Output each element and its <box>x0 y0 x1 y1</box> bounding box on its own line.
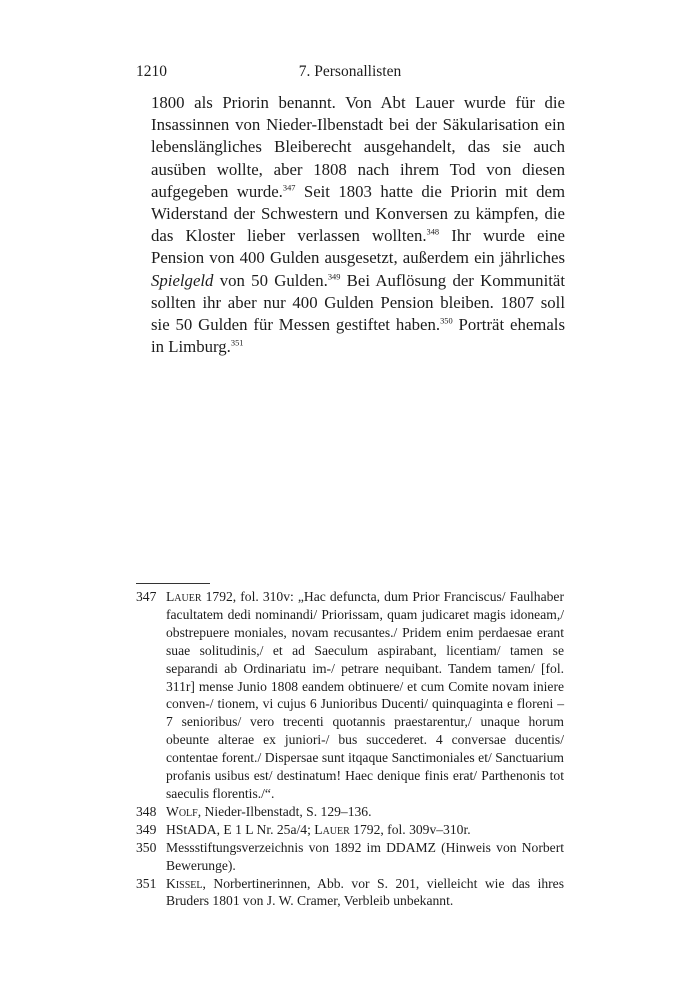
text-segment: Porträt ehemals in Limburg. <box>151 315 565 357</box>
footnote-ref-348[interactable]: 348 <box>426 227 440 237</box>
footnote-text: Messstiftungsverzeichnis von 1892 im DDAMZ (Hinweis von Norbert Bewerunge). <box>166 839 564 873</box>
footnote-number: 349 <box>136 821 157 837</box>
footnote-349 <box>136 821 564 839</box>
footnote-body: 1792, fol. 309v–310r. <box>349 821 471 837</box>
footnote-number: 348 <box>136 803 157 819</box>
footnote-number: 351 <box>136 875 157 891</box>
page-number: 1210 <box>136 63 167 80</box>
main-text <box>151 92 565 358</box>
footnote-number: 347 <box>136 589 157 604</box>
footnote-body: HStADA, E 1 L Nr. 25a/4; <box>166 821 315 837</box>
body-paragraph <box>151 92 565 358</box>
footnote-body: , Norbertinerinnen, Abb. vor S. 201, vielleicht wie das ihres Bruders 1801 von J. W. Cramer, Verbleib unbekannt. <box>166 875 564 909</box>
footnote-text <box>166 803 564 821</box>
italic-term: Spielgeld <box>151 270 214 290</box>
footnote-body: , Nieder-Ilbenstadt, S. 129–136. <box>197 803 372 819</box>
footnote-number: 350 <box>136 839 157 855</box>
footnote-ref-347[interactable]: 347 <box>282 183 296 193</box>
text-segment: von 50 Gulden. <box>213 270 328 290</box>
text-segment: Seit 1803 hatte die Priorin mit dem Widerstand der Schwestern und Konversen zu kämpfen, die das Kloster lieber verlassen wollten. <box>151 181 565 246</box>
footnote-ref-349[interactable]: 349 <box>327 272 341 282</box>
footnote-text <box>166 875 564 911</box>
footnote-ref-350[interactable]: 350 <box>440 316 453 326</box>
text-segment: Bei Auflösung der Kommunität sollten ihr aber nur 400 Gulden Pension bleiben. 1807 soll sie 50 Gulden für Messen gestiftet haben. <box>151 270 565 335</box>
footnote-body: 1792, fol. 310v: „Hac defuncta, dum Prior Franciscus/ Faulhaber facultatem dedi nominandi/ Priorissam, quam judicaret magis idoneam,/ obstrepuere moniales, novam recusantes./ Pridem enim perdaesae erant suae solitudinis,/ et ad Saeculum aspirabant, licentiam/ tamen se separandi ab Ordinariatu im-/ petrare nequibant. Tandem tamen/ [fol. 311r] mense Junio 1808 eandem obtinuere/ et cum Comite novam iniere conven-/ tionem, vi cujus 6 Junioribus Ducenti/ quinquaginta e floreni – 7 senioribus/ vero trecenti quotannis praestarentur,/ unaque horum obeunte alterae ex juniori-/ bus succederet. 4 conversae ducentis/ contentae forent./ Dispersae sunt itqaque Sanctimoniales et/ Sanctuarium profanis usibus est/ destinatum! Haec denique finis erat/ Parthenonis tot saeculis florentis./“. <box>166 589 564 801</box>
author-name: Lauer <box>166 589 202 604</box>
footnote-347 <box>136 588 564 803</box>
footnote-text <box>166 821 564 839</box>
text-segment: Ihr wurde eine Pension von 400 Gulden ausgesetzt, außerdem ein jährliches <box>151 226 565 268</box>
footnote-351 <box>136 875 564 911</box>
author-name: Lauer <box>314 821 350 837</box>
footnote-348 <box>136 803 564 821</box>
running-head: 7. Personallisten <box>298 63 402 80</box>
author-name: Kissel <box>166 875 203 891</box>
text-segment: 1800 als Priorin benannt. Von Abt Lauer wurde für die Insassinnen von Nieder-Ilbenstadt bei der Säkularisation ein lebenslängliches Bleiberecht ausgehandelt, das sie auch ausüben wollte, aber 1808 nach ihrem Tod von diesen aufgegeben wurde. <box>151 93 565 201</box>
footnote-ref-351[interactable]: 351 <box>230 338 244 348</box>
footnote-350 <box>136 839 564 875</box>
footnote-divider <box>136 583 210 584</box>
author-name: Wolf <box>166 803 198 819</box>
footnotes <box>136 588 564 910</box>
footnote-text <box>166 588 564 803</box>
